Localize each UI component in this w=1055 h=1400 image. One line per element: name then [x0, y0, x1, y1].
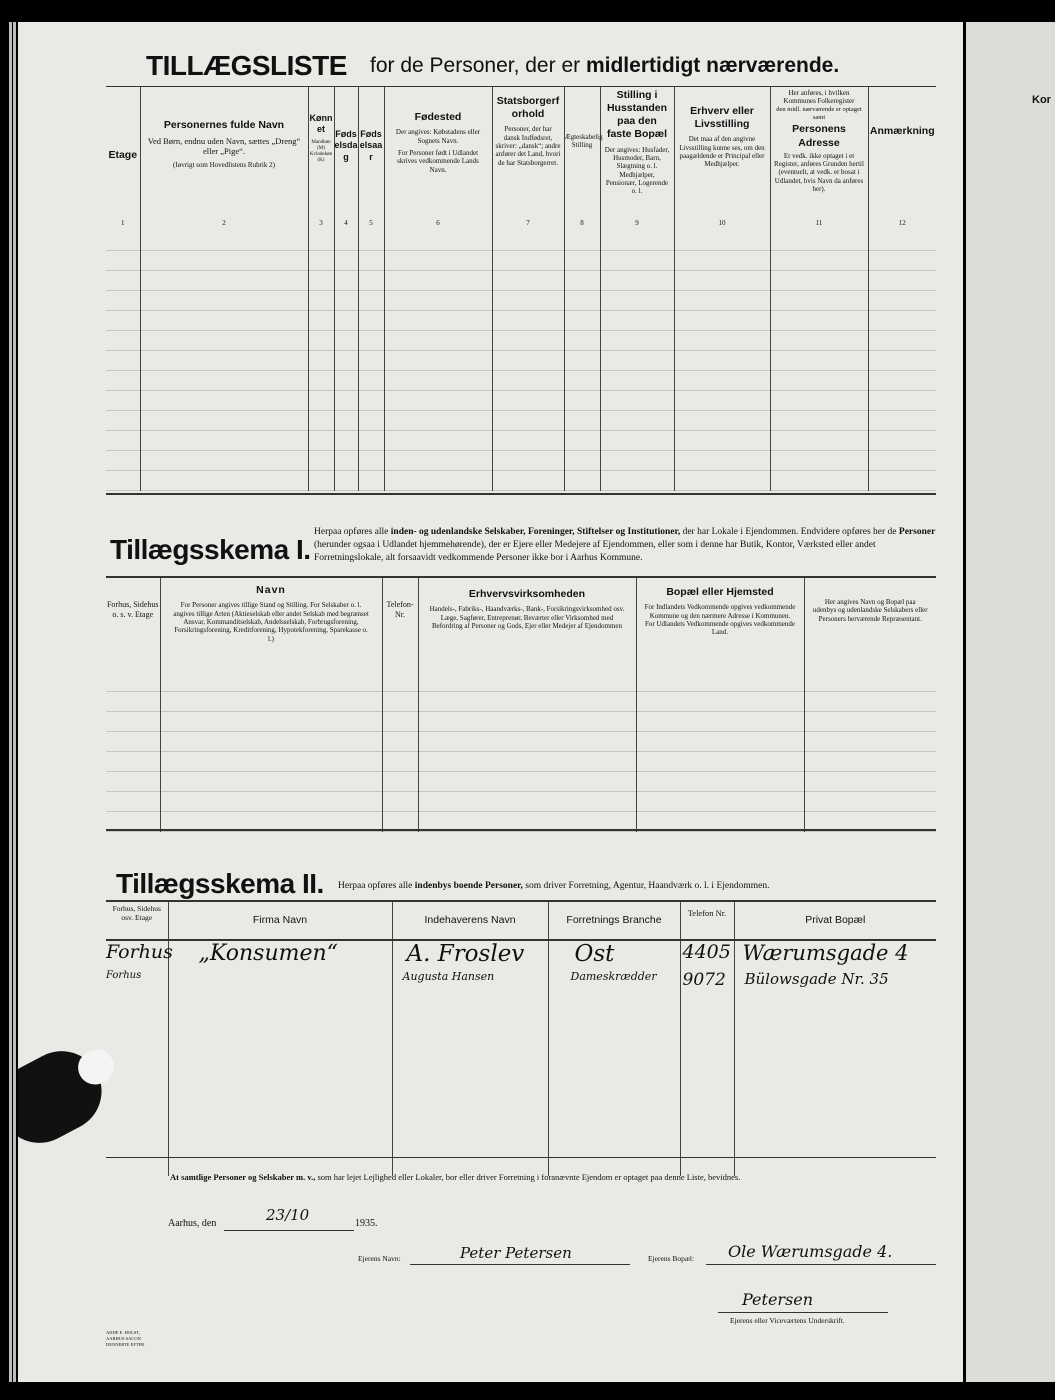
- col-number: 6: [384, 219, 492, 231]
- col-household-note: Der angives: Husfader, Husmoder, Barn, Slægtning o. l. Medhjælper, Pensionær, Logerende o. l.: [604, 145, 670, 196]
- col-name-note: Ved Børn, endnu uden Navn, sættes „Dreng“ eller „Pige“.: [147, 136, 301, 157]
- main-bottom-rule: [106, 493, 936, 495]
- indehaver-cell: A. Froslev: [392, 940, 548, 970]
- skema1-col-bopael-note: For Indlandets Vedkommende opgives vedkommende Kommune og den nærmere Adresse i Kommunen. For Udlandets Vedkommende opgives vedkommende Land.: [644, 603, 796, 637]
- owner-address-label: Ejerens Bopæl:: [648, 1254, 695, 1263]
- etage-cell: Forhus: [106, 941, 173, 963]
- owner-name: Peter Petersen: [460, 1244, 572, 1262]
- col-address-pre: Her anføres, i hvilken Kommunes Folkeregister: [783, 89, 855, 106]
- table-row: [106, 996, 936, 1176]
- main-list-body: [106, 231, 936, 491]
- skema1-title: Tillægsskema I.: [110, 534, 311, 565]
- skema2-col-indehaver: Indehaverens Navn: [424, 914, 516, 926]
- col-birthplace-note: Der angives: Købstadens eller Sognets Navn.: [395, 128, 481, 145]
- table-row: [106, 970, 936, 996]
- signature-line: [718, 1312, 888, 1313]
- column-numbers: [106, 219, 936, 231]
- col-sex-note: Mandkøn (M) Kvindekøn (K): [309, 139, 333, 163]
- table-row: [106, 331, 936, 351]
- col-number: 7: [492, 219, 564, 231]
- col-number: 2: [140, 219, 308, 231]
- page-title: TILLÆGSLISTE: [146, 50, 347, 81]
- date-line: [224, 1230, 354, 1231]
- owner-address-line: [706, 1264, 936, 1265]
- table-row: [106, 792, 936, 812]
- table-row: [106, 311, 936, 331]
- skema1-col-etage: Forhus, Sidehus o. s. v. Etage: [106, 600, 159, 619]
- skema2-table: [106, 902, 936, 1176]
- table-row: [106, 712, 936, 732]
- col-address-header: Personens Adresse: [792, 123, 846, 149]
- skema1-header: [106, 578, 936, 672]
- col-number: 12: [868, 219, 936, 231]
- printer-mark: ANDE E. HOLST, AARHUS SACON DENNERTE EFTFR: [106, 1330, 145, 1347]
- page-edge: [13, 22, 16, 1382]
- col-birthyear-header: Fødselsaar: [359, 129, 383, 162]
- owner-name-line: [410, 1264, 630, 1265]
- table-row: [106, 772, 936, 792]
- year-label: 1935.: [355, 1218, 378, 1229]
- col-marital-header: Ægteskabelig Stilling: [564, 133, 603, 150]
- col-number: 5: [358, 219, 384, 231]
- table-row: [106, 431, 936, 451]
- table-row: [106, 271, 936, 291]
- col-sex-header: Kønnet: [309, 113, 333, 135]
- col-remarks-header: Anmærkning: [869, 125, 935, 137]
- page-edge: [9, 22, 12, 1382]
- firma-cell: [168, 970, 392, 996]
- col-birthday-header: Fødselsdag: [334, 129, 358, 162]
- table-row: [106, 451, 936, 471]
- col-name-header: Personernes fulde Navn: [163, 119, 285, 131]
- table-row: [106, 371, 936, 391]
- skema1-col-bopael: Bopæl eller Hjemsted: [666, 586, 774, 598]
- skema2-intro: Herpaa opføres alle indenbys boende Personer, som driver Forretning, Agentur, Haandværk o. l. i Ejendommen.: [338, 881, 770, 891]
- branche-cell: Dameskrædder: [548, 970, 680, 996]
- facing-page: [966, 22, 1055, 1382]
- facing-page-fragment: Kor: [1032, 94, 1051, 106]
- bopael-cell: Bülowsgade Nr. 35: [734, 970, 936, 996]
- col-occupation-note: Det maa af den angivne Livsstilling kunne ses, om den paagældende er Principal eller Medhjælper.: [679, 135, 765, 169]
- form-page: [18, 22, 963, 1382]
- skema1-body: [106, 672, 936, 832]
- col-number: 4: [334, 219, 358, 231]
- main-list-header: [106, 87, 936, 219]
- col-address-mid: den midl. nærværende er optaget samt: [776, 105, 862, 121]
- skema1-col-erhverv-note: Handels-, Fabriks-, Haandværks-, Bank-, Forsikringsvirksomhed osv. Læge, Sagfører, Entreprenør, Beværter eller Virksomhed med Befordring af Personer og Gods, Ejer eller Medejer af Ejendommen: [429, 605, 625, 630]
- table-row: [106, 940, 936, 970]
- col-address-note: Er vedk. ikke optaget i et Register, anføres Grunden hertil (eventuelt, at vedk. er bosat i Udlandet, hvis Navn da anføres her).: [774, 151, 864, 194]
- skema2-header: [106, 902, 936, 940]
- col-number: 1: [121, 219, 125, 227]
- main-list-table: [106, 87, 936, 491]
- skema1-col-navn: Navn: [256, 584, 286, 596]
- table-row: [106, 732, 936, 752]
- col-number: 9: [600, 219, 674, 231]
- table-row: [106, 672, 936, 692]
- skema1-bottom-rule: [106, 829, 936, 831]
- skema2-bottom-rule: [106, 1157, 936, 1158]
- skema1-col-navn-note: For Personer angives tillige Stand og Stilling. For Selskaber o. l. angives tillige Arten (Aktieselskab eller andet Selskab med begrænset Ansvar, Kommanditselskab, Andelsselskab, Forbrugsforening, Forsikringsforening, Kreditforening, Hypotekforening, Sparekasse o. l.): [173, 601, 369, 643]
- col-birthplace-note2: For Personer født i Udlandet skrives vedkommende Lands Navn.: [397, 148, 479, 174]
- branche-cell: Ost: [548, 940, 680, 970]
- skema1-col-erhverv: Erhvervsvirksomheden: [468, 588, 586, 600]
- certification-statement: At samtlige Personer og Selskaber m. v., som har lejet Lejlighed eller Lokaler, bor eller driver Forretning i foranævnte Ejendom er optaget paa denne Liste, bevidnes.: [170, 1172, 741, 1182]
- page-subtitle: for de Personer, der er midlertidigt nærværende.: [370, 54, 840, 77]
- skema2-col-firma: Firma Navn: [252, 914, 308, 926]
- col-etage-header: Etage: [108, 149, 138, 161]
- firma-cell: „Konsumen“: [168, 940, 392, 970]
- skema2-col-etage: Forhus, Sidehus osv. Etage: [112, 904, 161, 922]
- col-number: 10: [674, 219, 770, 231]
- signature: Petersen: [742, 1290, 814, 1309]
- table-row: [106, 291, 936, 311]
- skema1-col-repr: Her angives Navn og Bopæl paa udenbys og udenlandske Selskabers eller Personers herværende Repræsentant.: [812, 598, 928, 623]
- owner-address: Ole Wærumsgade 4.: [728, 1242, 893, 1261]
- skema2-col-branche: Forretnings Branche: [566, 914, 662, 926]
- place-label: Aarhus, den: [168, 1218, 217, 1229]
- owner-name-label: Ejerens Navn:: [358, 1254, 401, 1263]
- col-number: 3: [308, 219, 334, 231]
- table-row: [106, 251, 936, 271]
- table-row: [106, 391, 936, 411]
- skema1-intro: Herpaa opføres alle inden- og udenlandske Selskaber, Foreninger, Stiftelser og Institutioner, der har Lokale i Ejendommen. Endvidere opføres her de Personer (herunder ogsaa i Udlandet hjemmehørende), der er Ejere eller Medejere af Ejendommen, eller som i denne har Butik, Kontor, Værksted eller andet Forretningslokale, alt forsaavidt vedkommende Personer ikke bor i Aarhus Kommune.: [314, 527, 936, 563]
- skema1-col-telefon: Telefon-Nr.: [386, 600, 414, 619]
- skema2-title: Tillægsskema II.: [116, 868, 324, 899]
- telefon-cell: 4405: [680, 940, 734, 970]
- skema1-table: [106, 578, 936, 832]
- bopael-cell: Wærumsgade 4: [734, 940, 936, 970]
- col-name-note2: (Iøvrigt som Hovedlistens Rubrik 2): [173, 160, 275, 169]
- col-birthplace-header: Fødested: [414, 111, 462, 123]
- col-household-header: Stilling i Husstanden paa den faste Bopæl: [606, 89, 668, 141]
- col-number: 8: [564, 219, 600, 231]
- signature-label: Ejerens eller Viceværtens Underskrift.: [730, 1316, 845, 1325]
- table-row: [106, 411, 936, 431]
- telefon-cell: 9072: [680, 970, 734, 996]
- etage-cell: Forhus: [106, 970, 142, 981]
- table-row: [106, 752, 936, 772]
- col-citizenship-note: Personer, der har dansk Indfødsret, skriver: „dansk“; andre anfører det Land, hvori de har Statsborgerret.: [495, 125, 561, 167]
- skema2-col-telefon: Telefon Nr.: [687, 908, 727, 918]
- col-number: 11: [770, 219, 868, 231]
- indehaver-cell: Augusta Hansen: [392, 970, 548, 996]
- col-citizenship-header: Statsborgerforhold: [496, 95, 560, 121]
- table-row: [106, 231, 936, 251]
- skema2-col-bopael: Privat Bopæl: [805, 914, 866, 926]
- table-row: [106, 351, 936, 371]
- date-value: 23/10: [266, 1206, 310, 1224]
- table-row: [106, 471, 936, 491]
- table-row: [106, 692, 936, 712]
- col-occupation-header: Erhverv eller Livsstilling: [690, 105, 754, 131]
